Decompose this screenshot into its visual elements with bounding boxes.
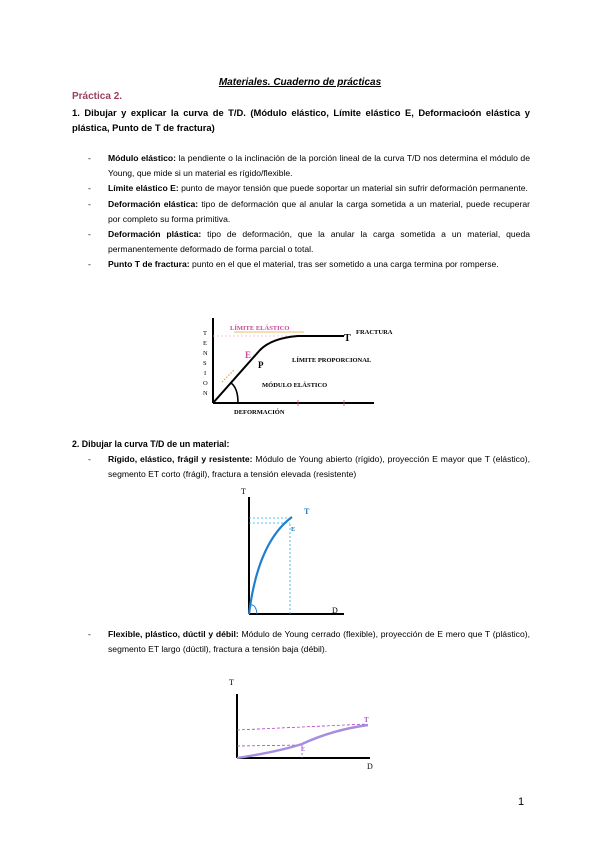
axis-letter: I bbox=[204, 370, 207, 377]
stress-strain-curve bbox=[249, 517, 292, 614]
term: Deformación plástica: bbox=[108, 229, 202, 240]
question-1-text: Dibujar y explicar la curva de T/D. (Módulo elástico, Límite elástico E, Deformacioón elástica y plástica, Punto de T de fractura) bbox=[72, 107, 531, 133]
stress-strain-curve bbox=[237, 725, 368, 758]
definitions-list bbox=[88, 151, 530, 273]
bullet-dash: - bbox=[88, 629, 91, 639]
bullet-dash: - bbox=[88, 198, 91, 209]
term: Módulo elástico: bbox=[108, 153, 176, 163]
point-e-label: E bbox=[301, 747, 306, 753]
y-axis-label: T bbox=[229, 678, 234, 687]
stress-strain-diagram bbox=[194, 314, 394, 420]
angle-arc bbox=[231, 383, 238, 403]
x-axis-label: D bbox=[332, 606, 338, 615]
point-p-label: P bbox=[258, 360, 264, 370]
point-e-label: E bbox=[291, 526, 296, 533]
limite-proporcional-label: LÍMITE PROPORCIONAL bbox=[292, 357, 372, 364]
y-axis-label: T bbox=[241, 487, 246, 496]
definition: Módulo de Young abierto (rígido), proyección E mayor que T (elástico), segmento ET corto (frágil), fractura a tensión elevada (resistente) bbox=[108, 454, 530, 480]
limite-elastico-label: LÍMITE ELÁSTICO bbox=[230, 325, 290, 332]
bullet-dash: - bbox=[88, 259, 91, 270]
document-title: Materiales. Cuaderno de prácticas bbox=[218, 77, 382, 88]
question-1-number: 1. bbox=[72, 107, 80, 118]
flexible-material-diagram bbox=[222, 672, 387, 772]
rigid-material-diagram bbox=[234, 484, 354, 619]
list-item bbox=[88, 452, 530, 482]
axis-letter: O bbox=[203, 380, 208, 387]
bullet-dash: - bbox=[88, 183, 91, 194]
question-2 bbox=[72, 437, 530, 452]
list-item bbox=[88, 181, 530, 196]
term: Deformación elástica: bbox=[108, 198, 199, 209]
axis-letter: N bbox=[203, 350, 208, 357]
bullet-dash: - bbox=[88, 229, 91, 240]
stress-strain-curve bbox=[213, 336, 344, 403]
deformacion-label: DEFORMACIÓN bbox=[234, 409, 285, 416]
list-item bbox=[88, 197, 530, 227]
bullet-dash: - bbox=[88, 153, 91, 163]
point-t-label: T bbox=[364, 716, 369, 724]
list-item bbox=[88, 151, 530, 181]
definition: tipo de deformación, que la anular la carga sometida a un material, queda permanentemente deformado de forma parcial o total. bbox=[108, 229, 531, 255]
definition: Módulo de Young cerrado (flexible), proyección de E mero que T (plástico), segmento ET largo (dúctil), fractura a tensión baja (débil). bbox=[108, 629, 530, 655]
axis-letter: T bbox=[203, 330, 207, 337]
point-t-label: T bbox=[344, 333, 351, 344]
axis-letter: S bbox=[203, 360, 207, 367]
material-a-list bbox=[88, 452, 530, 482]
definition: la pendiente o la inclinación de la porción lineal de la curva T/D nos determina el módulo de Young, que mide si un material es rígido/flexible. bbox=[108, 153, 530, 179]
definition: punto de mayor tensión que puede soportar un material sin sufrir deformación permanente. bbox=[178, 183, 528, 194]
definition: tipo de deformación que al anular la carga sometida a un material, puede recuperar por completo su forma primitiva. bbox=[108, 198, 530, 224]
term: Rígido, elástico, frágil y resistente: bbox=[108, 454, 253, 464]
question-1 bbox=[72, 105, 530, 135]
list-item bbox=[88, 257, 530, 272]
modulo-elastico-label: MÓDULO ELÁSTICO bbox=[262, 382, 328, 389]
axis-letter: N bbox=[203, 390, 208, 397]
term: Límite elástico E: bbox=[108, 183, 179, 194]
x-axis-label: D bbox=[367, 762, 373, 771]
list-item bbox=[88, 627, 530, 657]
term: Punto T de fractura: bbox=[108, 259, 190, 270]
term: Flexible, plástico, dúctil y débil: bbox=[108, 629, 239, 639]
material-b-list bbox=[88, 627, 530, 657]
tension-axis-label bbox=[203, 330, 208, 397]
axis-letter: E bbox=[203, 340, 207, 347]
bullet-dash: - bbox=[88, 454, 91, 464]
point-t-label: T bbox=[304, 507, 310, 516]
page-number: 1 bbox=[518, 796, 525, 808]
fractura-label: FRACTURA bbox=[356, 329, 393, 336]
question-2-text: 2. Dibujar la curva T/D de un material: bbox=[72, 439, 230, 449]
list-item bbox=[88, 227, 530, 257]
definition: punto en el que el material, tras ser sometido a una carga termina por romperse. bbox=[189, 259, 499, 270]
point-e-label: E bbox=[245, 350, 252, 360]
section-heading: Práctica 2. bbox=[72, 91, 123, 102]
